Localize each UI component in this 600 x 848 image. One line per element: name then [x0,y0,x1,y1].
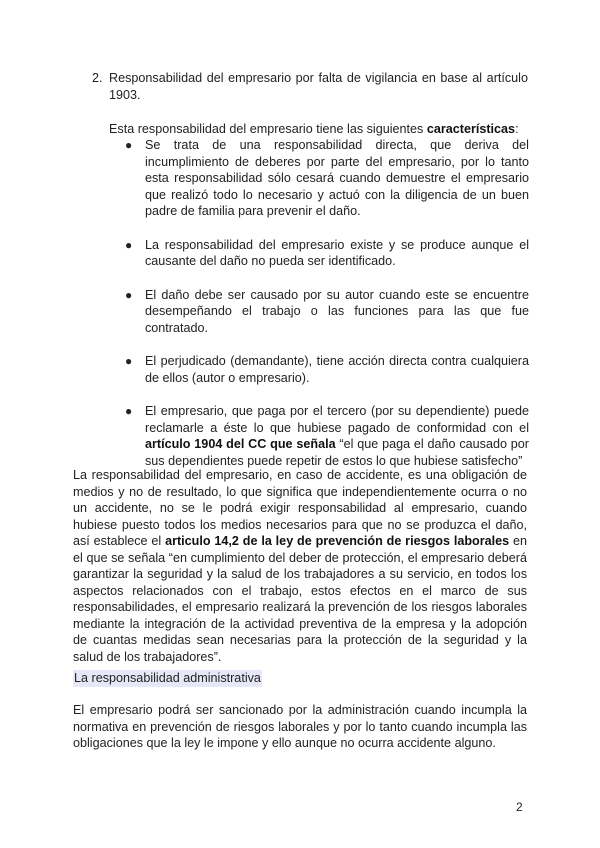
page-number: 2 [516,800,523,814]
list-item-quote: “el que paga el daño causado por sus dependientes puede repetir de estos lo que hubiese satisfecho” [145,437,529,468]
bullet-icon: ● [125,138,133,152]
list-item-text: Se trata de una responsabilidad directa, que deriva del incumplimiento de deberes por parte del empresario, por lo tanto esta responsabilidad sólo cesará cuando demuestre el empresario que realizó todo lo necesario y actuó con la diligencia de un buen padre de familia para prevenir el daño. [145,138,529,218]
bullet-icon: ● [125,237,133,252]
list-item [109,353,529,386]
item-number: 2. [92,71,103,85]
list-item-text: La responsabilidad del empresario existe y se produce aunque el causante del daño no pueda ser identificado. [145,237,529,268]
characteristics-intro [109,121,539,138]
intro-text: Esta responsabilidad del empresario tiene las siguientes [109,122,427,136]
list-item [109,403,529,469]
list-item [109,287,529,337]
bullet-icon: ● [125,404,133,418]
paragraph-bold-text: articulo 14,2 de la ley de prevención de riesgos laborales [165,534,510,548]
characteristics-list [109,137,529,469]
section-heading: La responsabilidad administrativa [74,671,261,685]
paragraph-quote: en el que se señala “en cumplimiento del deber de protección, el empresario deberá garantizar la seguridad y la salud de los trabajadores a su servicio, en todos los aspectos relacionados con el trabajo, estos efectos en el marco de sus responsabilidades, el empresario realizará la prevención de los riesgos laborales mediante la integración de la actividad preventiva de la empresa y la adopción de cuantas medidas sean necesarias para la protección de la seguridad y la salud de los trabajadores”. [73,534,528,664]
bullet-icon: ● [125,354,133,368]
numbered-item-2 [92,70,528,103]
bullet-icon: ● [125,287,133,302]
item-text: Responsabilidad del empresario por falta de vigilancia en base al artículo 1903. [109,71,528,102]
list-item [109,237,529,270]
paragraph-administrative: El empresario podrá ser sancionado por la administración cuando incumpla la normativa en prevención de riesgos laborales y por lo tanto cuando incumpla las obligaciones que la ley le impone y ello aunque no ocurra accidente alguno. [73,703,527,750]
intro-colon: : [515,122,519,136]
list-item-bold-text: artículo 1904 del CC que señala [145,437,336,451]
list-item-text: El daño debe ser causado por su autor cuando este se encuentre desempeñando el trabajo o las funciones para las que fue contratado. [145,287,529,335]
list-item-text: El perjudicado (demandante), tiene acción directa contra cualquiera de ellos (autor o empresario). [145,354,529,385]
intro-bold-text: características [426,122,516,136]
paragraph-text: La responsabilidad del empresario, en caso de accidente, es una obligación de medios y no de resultado, lo que significa que independientemente ocurra o no un accidente, no se le podrá exigir responsabilidad al empresario, cuando hubiese puesto todos los medios necesarios para que no se produzca el daño, así establece el [73,468,527,548]
paragraph-obligation [73,467,527,665]
list-item [109,137,529,220]
list-item-text: El empresario, que paga por el tercero (por su dependiente) puede reclamarle a éste lo que hubiese pagado de conformidad con el [145,404,529,435]
